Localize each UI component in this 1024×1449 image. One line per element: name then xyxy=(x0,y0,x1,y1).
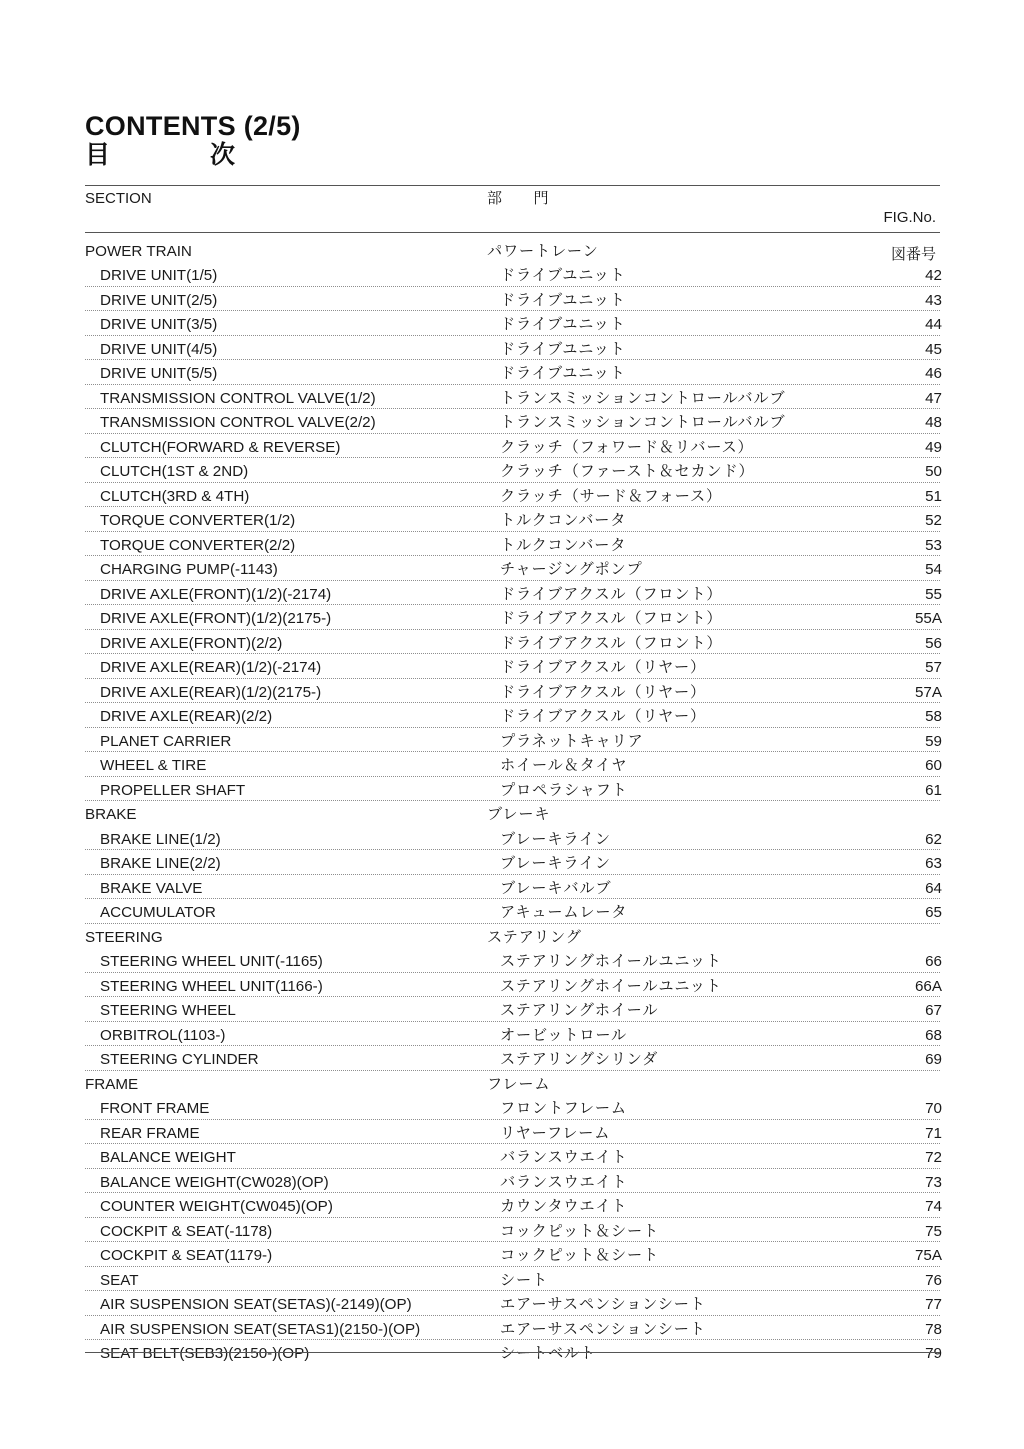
row-figure-number: 42 xyxy=(800,268,942,283)
row-label-english: BRAKE xyxy=(85,807,142,822)
row-figure-number: 66 xyxy=(800,954,942,969)
row-figure-number: 49 xyxy=(800,440,942,455)
row-label-japanese: ステアリングシリンダ xyxy=(500,1052,663,1067)
row-label-japanese: トランスミッションコントロールバルブ xyxy=(500,415,790,430)
row-figure-number: 73 xyxy=(800,1175,942,1190)
contents-row xyxy=(0,851,1024,876)
row-figure-number: 63 xyxy=(800,856,942,871)
row-label-japanese: フレーム xyxy=(487,1077,555,1092)
row-label-english: COCKPIT & SEAT(-1178) xyxy=(100,1224,277,1239)
row-label-japanese: コックピット＆シート xyxy=(500,1224,664,1239)
row-label-japanese: エアーサスペンションシート xyxy=(500,1297,711,1312)
row-figure-number: 77 xyxy=(800,1297,942,1312)
row-label-english: COCKPIT & SEAT(1179-) xyxy=(100,1248,277,1263)
contents-row xyxy=(0,728,1024,753)
row-figure-number: 79 xyxy=(800,1346,942,1361)
contents-row xyxy=(0,1047,1024,1072)
row-label-japanese: トランスミッションコントロールバルブ xyxy=(500,391,790,406)
row-label-japanese: ブレーキバルブ xyxy=(500,881,616,896)
contents-section-row xyxy=(0,924,1024,949)
row-label-english: PROPELLER SHAFT xyxy=(100,783,250,798)
row-label-english: POWER TRAIN xyxy=(85,244,197,259)
row-label-japanese: シート xyxy=(500,1273,553,1288)
page-title xyxy=(85,112,945,169)
contents-row xyxy=(0,336,1024,361)
row-figure-number: 62 xyxy=(800,832,942,847)
row-figure-number: 55 xyxy=(800,587,942,602)
row-label-japanese: クラッチ（サード＆フォース） xyxy=(500,489,727,504)
contents-row xyxy=(0,508,1024,533)
row-label-english: DRIVE AXLE(REAR)(1/2)(2175-) xyxy=(100,685,326,700)
contents-row xyxy=(0,973,1024,998)
row-label-english: ORBITROL(1103-) xyxy=(100,1028,230,1043)
row-label-japanese: パワートレーン xyxy=(487,244,604,259)
row-label-japanese: プラネットキャリア xyxy=(500,734,648,749)
column-header-section-english: SECTION xyxy=(85,190,152,207)
row-figure-number: 44 xyxy=(800,317,942,332)
contents-row xyxy=(0,704,1024,729)
header-rule-bottom xyxy=(85,232,940,233)
contents-row xyxy=(0,1120,1024,1145)
row-figure-number: 59 xyxy=(800,734,942,749)
footer-rule xyxy=(85,1352,940,1353)
row-label-english: STEERING xyxy=(85,930,168,945)
row-label-japanese: ホイール＆タイヤ xyxy=(500,758,632,773)
row-label-english: CLUTCH(FORWARD & REVERSE) xyxy=(100,440,346,455)
row-label-japanese: ステアリングホイール xyxy=(500,1003,663,1018)
row-label-english: AIR SUSPENSION SEAT(SETAS1)(2150-)(OP) xyxy=(100,1322,425,1337)
contents-table xyxy=(0,238,1024,1365)
row-label-english: COUNTER WEIGHT(CW045)(OP) xyxy=(100,1199,338,1214)
contents-row xyxy=(0,1218,1024,1243)
contents-row xyxy=(0,753,1024,778)
row-figure-number: 50 xyxy=(800,464,942,479)
row-label-english: DRIVE UNIT(5/5) xyxy=(100,366,222,381)
contents-row xyxy=(0,483,1024,508)
page-title-japanese: 目 次 xyxy=(85,141,236,170)
contents-row xyxy=(0,361,1024,386)
row-figure-number: 52 xyxy=(800,513,942,528)
row-label-japanese: ドライブユニット xyxy=(500,268,631,283)
row-figure-number: 57A xyxy=(800,685,942,700)
contents-row xyxy=(0,1243,1024,1268)
column-header-section-japanese: 部 門 xyxy=(487,190,550,207)
row-figure-number: 74 xyxy=(800,1199,942,1214)
row-label-japanese: ドライブアクスル（フロント） xyxy=(500,587,727,602)
contents-row xyxy=(0,1316,1024,1341)
contents-row xyxy=(0,1169,1024,1194)
row-label-english: DRIVE AXLE(REAR)(1/2)(-2174) xyxy=(100,660,326,675)
row-label-english: STEERING CYLINDER xyxy=(100,1052,264,1067)
contents-row xyxy=(0,557,1024,582)
row-label-japanese: ステアリングホイールユニット xyxy=(500,954,727,969)
row-label-japanese: プロペラシャフト xyxy=(500,783,633,798)
row-figure-number: 68 xyxy=(800,1028,942,1043)
row-figure-number: 43 xyxy=(800,293,942,308)
contents-row xyxy=(0,949,1024,974)
row-label-japanese: ドライブアクスル（フロント） xyxy=(500,611,727,626)
row-label-japanese: トルクコンバータ xyxy=(500,538,631,553)
contents-row xyxy=(0,777,1024,802)
row-figure-number: 75 xyxy=(800,1224,942,1239)
header-rule-top xyxy=(85,185,940,186)
row-label-japanese: ブレーキライン xyxy=(500,832,616,847)
row-label-english: DRIVE AXLE(REAR)(2/2) xyxy=(100,709,277,724)
row-label-japanese: シートベルト xyxy=(500,1346,601,1361)
row-label-english: BRAKE LINE(1/2) xyxy=(100,832,226,847)
contents-row xyxy=(0,1096,1024,1121)
row-label-english: TORQUE CONVERTER(1/2) xyxy=(100,513,300,528)
row-label-english: SEAT BELT(SEB3)(2150-)(OP) xyxy=(100,1346,314,1361)
row-label-english: BRAKE LINE(2/2) xyxy=(100,856,226,871)
row-label-japanese: ドライブユニット xyxy=(500,342,631,357)
row-figure-number: 48 xyxy=(800,415,942,430)
row-figure-number: 55A xyxy=(800,611,942,626)
row-label-english: DRIVE AXLE(FRONT)(2/2) xyxy=(100,636,287,651)
row-label-japanese: クラッチ（ファースト＆セカンド） xyxy=(500,464,759,479)
row-label-japanese: カウンタウエイト xyxy=(500,1199,632,1214)
contents-row xyxy=(0,434,1024,459)
row-label-english: FRAME xyxy=(85,1077,143,1092)
row-label-english: DRIVE AXLE(FRONT)(1/2)(2175-) xyxy=(100,611,336,626)
row-figure-number: 45 xyxy=(800,342,942,357)
row-label-english: ACCUMULATOR xyxy=(100,905,221,920)
contents-row xyxy=(0,459,1024,484)
row-label-japanese: オービットロール xyxy=(500,1028,632,1043)
contents-row xyxy=(0,410,1024,435)
row-figure-number: 47 xyxy=(800,391,942,406)
contents-row xyxy=(0,581,1024,606)
row-label-japanese: ドライブユニット xyxy=(500,317,631,332)
row-label-english: FRONT FRAME xyxy=(100,1101,214,1116)
column-header-figure-number-japanese: 図番号 xyxy=(890,246,936,264)
row-label-japanese: クラッチ（フォワード＆リバース） xyxy=(500,440,759,455)
contents-row xyxy=(0,826,1024,851)
contents-row xyxy=(0,532,1024,557)
contents-row xyxy=(0,263,1024,288)
row-label-japanese: ドライブアクスル（フロント） xyxy=(500,636,727,651)
row-label-english: STEERING WHEEL xyxy=(100,1003,241,1018)
page-title-english: CONTENTS (2/5) xyxy=(85,111,301,141)
row-figure-number: 65 xyxy=(800,905,942,920)
row-label-japanese: トルクコンバータ xyxy=(500,513,631,528)
row-label-english: TRANSMISSION CONTROL VALVE(2/2) xyxy=(100,415,381,430)
row-label-japanese: ドライブユニット xyxy=(500,293,631,308)
contents-section-row xyxy=(0,802,1024,827)
row-label-english: AIR SUSPENSION SEAT(SETAS)(-2149)(OP) xyxy=(100,1297,417,1312)
row-figure-number: 66A xyxy=(800,979,942,994)
row-label-japanese: チャージングポンプ xyxy=(500,562,647,577)
contents-row xyxy=(0,1267,1024,1292)
row-label-english: TRANSMISSION CONTROL VALVE(1/2) xyxy=(100,391,381,406)
row-label-english: DRIVE UNIT(2/5) xyxy=(100,293,222,308)
contents-section-row xyxy=(0,1071,1024,1096)
row-figure-number: 78 xyxy=(800,1322,942,1337)
row-figure-number: 58 xyxy=(800,709,942,724)
row-figure-number: 67 xyxy=(800,1003,942,1018)
row-label-english: DRIVE UNIT(1/5) xyxy=(100,268,222,283)
column-header-figure-number-english: FIG.No. xyxy=(883,208,936,226)
row-label-japanese: ドライブアクスル（リヤー） xyxy=(500,709,711,724)
row-label-japanese: ブレーキ xyxy=(487,807,555,822)
contents-row xyxy=(0,1292,1024,1317)
row-figure-number: 75A xyxy=(800,1248,942,1263)
row-label-english: BRAKE VALVE xyxy=(100,881,207,896)
row-label-english: REAR FRAME xyxy=(100,1126,205,1141)
row-label-english: PLANET CARRIER xyxy=(100,734,236,749)
row-label-japanese: ステアリングホイールユニット xyxy=(500,979,727,994)
row-label-english: CLUTCH(3RD & 4TH) xyxy=(100,489,254,504)
row-label-japanese: バランスウエイト xyxy=(500,1150,632,1165)
contents-row xyxy=(0,1145,1024,1170)
contents-row xyxy=(0,900,1024,925)
row-figure-number: 46 xyxy=(800,366,942,381)
contents-section-row xyxy=(0,238,1024,263)
row-figure-number: 69 xyxy=(800,1052,942,1067)
row-label-english: DRIVE UNIT(4/5) xyxy=(100,342,222,357)
row-figure-number: 61 xyxy=(800,783,942,798)
row-figure-number: 51 xyxy=(800,489,942,504)
row-label-japanese: ドライブアクスル（リヤー） xyxy=(500,685,711,700)
row-figure-number: 72 xyxy=(800,1150,942,1165)
contents-row xyxy=(0,998,1024,1023)
row-label-japanese: アキュームレータ xyxy=(500,905,632,920)
row-label-japanese: ドライブユニット xyxy=(500,366,631,381)
row-label-english: WHEEL & TIRE xyxy=(100,758,211,773)
row-label-japanese: リヤーフレーム xyxy=(500,1126,615,1141)
row-label-japanese: ステアリング xyxy=(487,930,587,945)
row-label-english: CLUTCH(1ST & 2ND) xyxy=(100,464,253,479)
contents-row xyxy=(0,312,1024,337)
contents-row xyxy=(0,606,1024,631)
contents-row xyxy=(0,1194,1024,1219)
row-label-japanese: バランスウエイト xyxy=(500,1175,632,1190)
row-figure-number: 71 xyxy=(800,1126,942,1141)
row-label-english: STEERING WHEEL UNIT(1166-) xyxy=(100,979,328,994)
row-figure-number: 76 xyxy=(800,1273,942,1288)
row-label-japanese: コックピット＆シート xyxy=(500,1248,664,1263)
row-label-japanese: ドライブアクスル（リヤー） xyxy=(500,660,711,675)
row-label-english: DRIVE UNIT(3/5) xyxy=(100,317,222,332)
contents-row xyxy=(0,385,1024,410)
contents-row xyxy=(0,679,1024,704)
row-label-japanese: ブレーキライン xyxy=(500,856,616,871)
row-label-english: DRIVE AXLE(FRONT)(1/2)(-2174) xyxy=(100,587,336,602)
row-label-english: BALANCE WEIGHT xyxy=(100,1150,241,1165)
contents-row xyxy=(0,655,1024,680)
row-label-english: BALANCE WEIGHT(CW028)(OP) xyxy=(100,1175,334,1190)
contents-row xyxy=(0,287,1024,312)
contents-row xyxy=(0,875,1024,900)
row-label-japanese: フロントフレーム xyxy=(500,1101,632,1116)
row-label-english: SEAT xyxy=(100,1273,144,1288)
row-figure-number: 54 xyxy=(800,562,942,577)
row-figure-number: 56 xyxy=(800,636,942,651)
row-figure-number: 60 xyxy=(800,758,942,773)
row-figure-number: 57 xyxy=(800,660,942,675)
contents-row xyxy=(0,630,1024,655)
row-label-english: CHARGING PUMP(-1143) xyxy=(100,562,283,577)
row-label-english: TORQUE CONVERTER(2/2) xyxy=(100,538,300,553)
row-figure-number: 64 xyxy=(800,881,942,896)
row-figure-number: 53 xyxy=(800,538,942,553)
contents-row xyxy=(0,1022,1024,1047)
row-label-japanese: エアーサスペンションシート xyxy=(500,1322,711,1337)
row-label-english: STEERING WHEEL UNIT(-1165) xyxy=(100,954,328,969)
row-figure-number: 70 xyxy=(800,1101,942,1116)
